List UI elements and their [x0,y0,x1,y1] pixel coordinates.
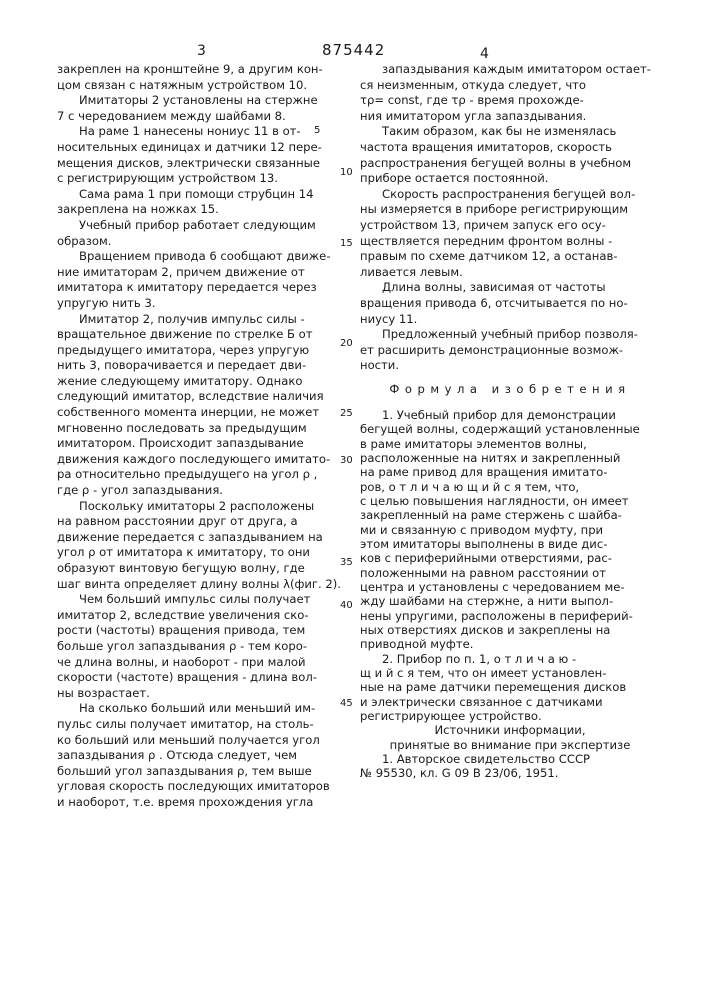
paragraph-line: Чем больший импульс силы получает [57,592,322,608]
paragraph-line: ния имитатором угла запаздывания. [360,109,660,125]
line-number: 10 [340,167,353,178]
paragraph-line: закреплен на кронштейне 9, а другим кон- [57,62,322,78]
paragraph-line: цом связан с натяжным устройством 10. [57,78,322,94]
claim-line: и электрически связанное с датчиками [360,695,660,709]
right-text-column [360,62,660,781]
claim-line: ми и связанную с приводом муфту, при [360,523,660,537]
claim-line: жду шайбами на стержне, а нити выпол- [360,594,660,608]
paragraph-line: ра относительно предыдущего на угол ρ , [57,467,322,483]
paragraph-line: и наоборот, т.е. время прохождения угла [57,795,322,811]
paragraph-line: Имитаторы 2 установлены на стержне [57,93,322,109]
paragraph-line: ливается левым. [360,265,660,281]
paragraph-line: следующий имитатор, вследствие наличия [57,389,322,405]
paragraph-line: имитатора к имитатору передается через [57,280,322,296]
claim-line: с целью повышения наглядности, он имеет [360,494,660,508]
source-citation: 1. Авторское свидетельство СССР [360,752,660,766]
claim-line: ные на раме датчики перемещения дисков [360,680,660,694]
paragraph-line: закреплена на ножках 15. [57,202,322,218]
line-number: 5 [314,125,320,136]
description-end [360,62,660,374]
paragraph-line: частота вращения имитаторов, скорость [360,140,660,156]
paragraph-line: больший угол запаздывания ρ, тем выше [57,764,322,780]
page-number-left: 3 [197,43,206,59]
claim-line: расположенные на нитях и закрепленный [360,451,660,465]
paragraph-line: ны возрастает. [57,686,322,702]
paragraph-line: Поскольку имитаторы 2 расположены [57,499,322,515]
paragraph-line: запаздывания ρ . Отсюда следует, чем [57,748,322,764]
paragraph-line: предыдущего имитатора, через упругую [57,343,322,359]
line-number: 15 [340,238,353,249]
paragraph-line: Скорость распространения бегущей вол- [360,187,660,203]
paragraph-line: носительных единицах и датчики 12 пере- [57,140,322,156]
sources-title: принятые во внимание при экспертизе [360,738,660,752]
paragraph-line: устройством 13, причем запуск его осу- [360,218,660,234]
paragraph-line: На раме 1 нанесены нониус 11 в от- [57,124,322,140]
claim-line: положенными на равном расстоянии от [360,566,660,580]
paragraph-line: ся неизменным, откуда следует, что [360,78,660,94]
paragraph-line: движения каждого последующего имитато- [57,452,322,468]
claim-line: на раме привод для вращения имитато- [360,465,660,479]
paragraph-line: угол ρ от имитатора к имитатору, то они [57,545,322,561]
paragraph-line: пульс силы получает имитатор, на столь- [57,717,322,733]
paragraph-line: собственного момента инерции, не может [57,405,322,421]
paragraph-line: скорости (частоте) вращения - длина вол- [57,670,322,686]
claim-line: регистрирующее устройство. [360,709,660,723]
paragraph-line: больше угол запаздывания ρ - тем коро- [57,639,322,655]
paragraph-line: Имитатор 2, получив импульс силы - [57,312,322,328]
paragraph-line: ниусу 11. [360,312,660,328]
line-number: 25 [340,408,353,419]
paragraph-line: ет расширить демонстрационные возмож- [360,343,660,359]
paragraph-line: Таким образом, как бы не изменялась [360,124,660,140]
line-number: 35 [340,557,353,568]
line-number: 30 [340,455,353,466]
left-text-column [57,62,322,811]
paragraph-line: нить 3, поворачивается и передает дви- [57,358,322,374]
paragraph-line: мгновенно последовать за предыдущим [57,421,322,437]
paragraph-line: Учебный прибор работает следующим [57,218,322,234]
claim-line: ных отверстиях дисков и закреплены на [360,623,660,637]
claim-line: центра и установлены с чередованием ме- [360,580,660,594]
claim-line: бегущей волны, содержащий установленные [360,422,660,436]
paragraph-line: рости (частоты) вращения привода, тем [57,623,322,639]
paragraph-line: Предложенный учебный прибор позволя- [360,327,660,343]
paragraph-line: τρ= const, где τρ - время прохожде- [360,93,660,109]
paragraph-line: имитатор 2, вследствие увеличения ско- [57,608,322,624]
paragraph-line: запаздывания каждым имитатором остает- [360,62,660,78]
claims-heading: Формула изобретения [360,378,660,408]
claims-block [360,408,660,781]
paragraph-line: ности. [360,358,660,374]
paragraph-line: образом. [57,234,322,250]
paragraph-line: шаг винта определяет длину волны λ(фиг. 2). [57,577,322,593]
claim-line: щ и й с я тем, что он имеет установлен- [360,666,660,680]
paragraph-line: правым по схеме датчиком 12, а останав- [360,249,660,265]
line-number: 20 [340,338,353,349]
page-number-right: 4 [480,46,489,62]
paragraph-line: имитатором. Происходит запаздывание [57,436,322,452]
paragraph-line: жение следующему имитатору. Однако [57,374,322,390]
paragraph-line: на равном расстоянии друг от друга, а [57,514,322,530]
paragraph-line: вращения привода 6, отсчитывается по но- [360,296,660,312]
paragraph-line: ществляется передним фронтом волны - [360,234,660,250]
source-citation: № 95530, кл. G 09 B 23/06, 1951. [360,766,660,780]
paragraph-line: упругую нить 3. [57,296,322,312]
sources-title: Источники информации, [360,723,660,737]
paragraph-line: На сколько больший или меньший им- [57,701,322,717]
paragraph-line: 7 с чередованием между шайбами 8. [57,109,322,125]
paragraph-line: движение передается с запаздыванием на [57,530,322,546]
line-number: 40 [340,600,353,611]
claim-line: приводной муфте. [360,637,660,651]
paragraph-line: приборе остается постоянной. [360,171,660,187]
patent-number: 875442 [322,41,385,59]
paragraph-line: с регистрирующим устройством 13. [57,171,322,187]
paragraph-line: ние имитаторам 2, причем движение от [57,265,322,281]
claim-line: нены упругими, расположены в периферий- [360,609,660,623]
paragraph-line: угловая скорость последующих имитаторов [57,779,322,795]
claim-line: в раме имитаторы элементов волны, [360,437,660,451]
claim-line: 1. Учебный прибор для демонстрации [360,408,660,422]
paragraph-line: ко больший или меньший получается угол [57,733,322,749]
line-number: 45 [340,698,353,709]
paragraph-line: Вращением привода 6 сообщают движе- [57,249,322,265]
paragraph-line: Длина волны, зависимая от частоты [360,280,660,296]
paragraph-line: вращательное движение по стрелке Б от [57,327,322,343]
paragraph-line: распространения бегущей волны в учебном [360,156,660,172]
paragraph-line: образуют винтовую бегущую волну, где [57,561,322,577]
claim-line: этом имитаторы выполнены в виде дис- [360,537,660,551]
claim-line: 2. Прибор по п. 1, о т л и ч а ю - [360,652,660,666]
claim-line: ров, о т л и ч а ю щ и й с я тем, что, [360,480,660,494]
claim-line: закрепленный на раме стержень с шайба- [360,508,660,522]
paragraph-line: че длина волны, и наоборот - при малой [57,655,322,671]
paragraph-line: Сама рама 1 при помощи струбцин 14 [57,187,322,203]
claim-line: ков с периферийными отверстиями, рас- [360,551,660,565]
paragraph-line: мещения дисков, электрически связанные [57,156,322,172]
paragraph-line: где ρ - угол запаздывания. [57,483,322,499]
paragraph-line: ны измеряется в приборе регистрирующим [360,202,660,218]
